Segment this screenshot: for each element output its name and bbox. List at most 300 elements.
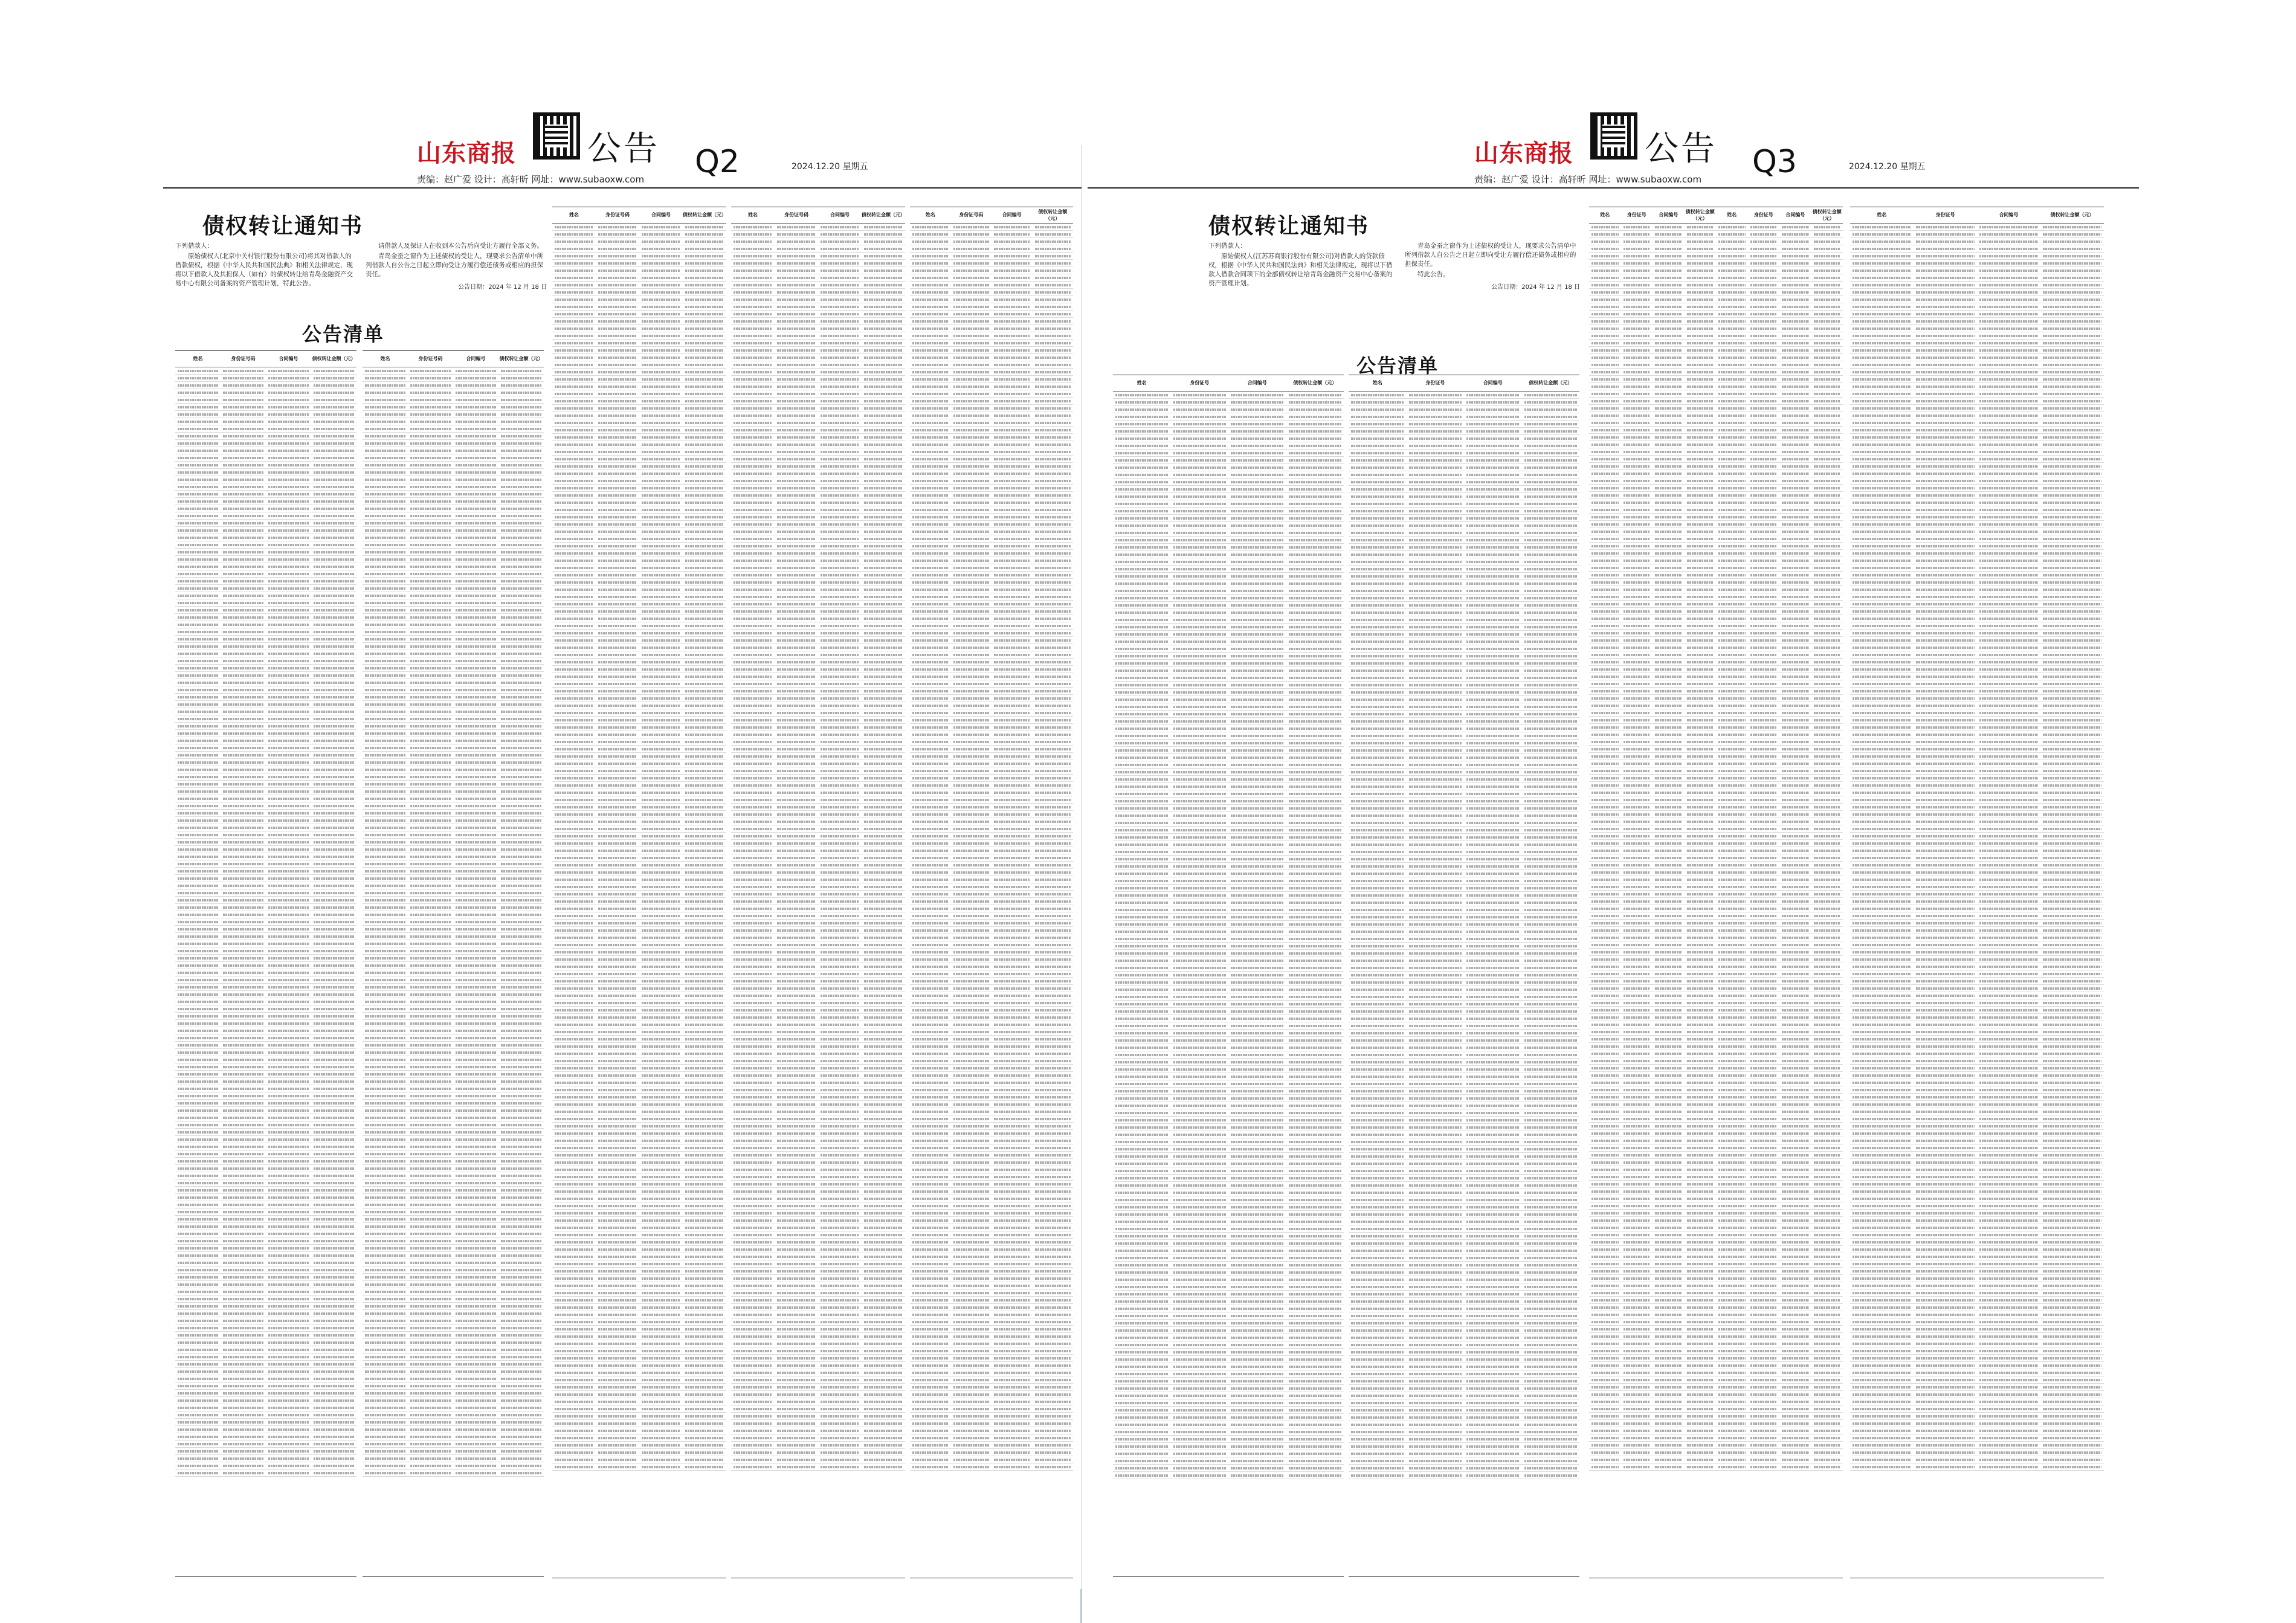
table-cell: [992, 992, 1033, 999]
table-cell: [311, 396, 356, 403]
table-cell: [498, 1128, 544, 1135]
table-cell: [175, 679, 221, 686]
table-cell: [1228, 935, 1286, 942]
table-row: [1113, 623, 1344, 630]
table-cell: [992, 353, 1033, 361]
table-row: [731, 977, 905, 984]
table-cell: [1286, 608, 1344, 616]
table-cell: [818, 1086, 862, 1093]
table-cell: [951, 1093, 992, 1100]
table-row: [552, 745, 726, 752]
table-row: [363, 1063, 544, 1070]
table-cell: [175, 548, 221, 555]
table-cell: [453, 787, 498, 795]
table-row: [175, 766, 356, 773]
table-cell: [221, 650, 266, 657]
table-row: [910, 615, 1073, 622]
table-cell: [363, 1201, 408, 1208]
table-cell: [175, 418, 221, 425]
table-column: [552, 207, 726, 1578]
table-cell: [775, 506, 818, 513]
table-cell: [992, 752, 1033, 760]
table-row: [731, 346, 905, 353]
table-cell: [862, 1137, 905, 1144]
table-row: [731, 694, 905, 702]
table-row: [910, 1035, 1073, 1042]
table-cell: [408, 1143, 453, 1150]
table-cell: [311, 925, 356, 932]
table-cell: [775, 440, 818, 448]
table-cell: [552, 760, 596, 767]
table-cell: [453, 1048, 498, 1056]
table-cell: [639, 1296, 683, 1303]
table-cell: [552, 1202, 596, 1209]
table-cell: [910, 1303, 951, 1311]
table-cell: [639, 839, 683, 847]
table-row: [1113, 877, 1344, 884]
table-row: [363, 1085, 544, 1092]
table-cell: [498, 780, 544, 787]
table-cell: [1033, 1238, 1074, 1245]
table-cell: [1286, 623, 1344, 630]
table-cell: [731, 999, 775, 1006]
table-cell: [498, 990, 544, 998]
table-cell: [175, 1382, 221, 1389]
table-cell: [775, 1050, 818, 1057]
table-cell: [552, 636, 596, 644]
table-header-cell: 姓名: [1349, 375, 1407, 391]
table-cell: [1171, 543, 1229, 550]
table-cell: [992, 1158, 1033, 1166]
table-cell: [1113, 739, 1171, 746]
table-cell: [1033, 861, 1074, 868]
table-cell: [992, 651, 1033, 658]
table-cell: [818, 1166, 862, 1173]
table-cell: [775, 919, 818, 926]
table-row: [363, 389, 544, 396]
table-cell: [498, 1433, 544, 1440]
table-cell: [453, 1251, 498, 1259]
table-cell: [552, 629, 596, 636]
table-cell: [408, 1012, 453, 1019]
table-cell: [266, 1367, 311, 1375]
table-row: [731, 1122, 905, 1129]
table-cell: [266, 932, 311, 940]
table-cell: [498, 1462, 544, 1469]
table-cell: [1033, 1042, 1074, 1050]
table-cell: [221, 700, 266, 708]
table-row: [910, 245, 1073, 252]
table-cell: [311, 555, 356, 563]
table-cell: [1228, 434, 1286, 442]
table-row: [910, 1325, 1073, 1332]
table-cell: [1228, 630, 1286, 637]
table-row: [175, 425, 356, 432]
table-row: [363, 911, 544, 918]
table-cell: [775, 687, 818, 694]
table-cell: [639, 1071, 683, 1079]
table-cell: [221, 635, 266, 642]
table-cell: [1228, 775, 1286, 782]
table-row: [552, 1238, 726, 1245]
table-cell: [311, 403, 356, 410]
table-row: [1113, 848, 1344, 855]
table-cell: [1286, 804, 1344, 812]
table-row: [731, 622, 905, 629]
notice-title: 债权转让通知书: [202, 209, 363, 240]
table-cell: [992, 1216, 1033, 1224]
table-cell: [453, 1367, 498, 1375]
table-cell: [453, 983, 498, 990]
table-row: [175, 679, 356, 686]
table-cell: [221, 1389, 266, 1396]
table-cell: [408, 534, 453, 541]
table-cell: [266, 425, 311, 432]
table-cell: [862, 1042, 905, 1050]
table-cell: [639, 477, 683, 484]
table-row: [363, 1382, 544, 1389]
table-cell: [266, 1048, 311, 1056]
table-cell: [221, 1353, 266, 1360]
table-cell: [266, 1135, 311, 1143]
table-cell: [1113, 942, 1171, 949]
table-cell: [818, 839, 862, 847]
table-cell: [266, 758, 311, 766]
table-cell: [596, 513, 639, 520]
table-row: [363, 526, 544, 534]
table-row: [175, 1454, 356, 1462]
table-cell: [1113, 899, 1171, 906]
table-cell: [175, 1396, 221, 1404]
table-cell: [552, 890, 596, 897]
table-row: [552, 535, 726, 542]
table-cell: [951, 513, 992, 520]
table-cell: [266, 1440, 311, 1447]
table-cell: [363, 1367, 408, 1375]
table-cell: [596, 629, 639, 636]
table-cell: [992, 1006, 1033, 1013]
table-cell: [818, 499, 862, 506]
table-cell: [1286, 550, 1344, 558]
table-cell: [862, 528, 905, 535]
table-cell: [992, 1318, 1033, 1325]
table-cell: [1228, 826, 1286, 833]
table-cell: [221, 1338, 266, 1346]
table-cell: [408, 1157, 453, 1164]
table-cell: [266, 838, 311, 845]
table-row: [363, 650, 544, 657]
table-cell: [639, 1209, 683, 1216]
table-cell: [453, 751, 498, 758]
table-cell: [731, 651, 775, 658]
table-cell: [639, 1108, 683, 1115]
table-cell: [266, 657, 311, 664]
table-cell: [951, 607, 992, 615]
table-cell: [552, 1028, 596, 1035]
table-cell: [1286, 565, 1344, 572]
table-cell: [639, 600, 683, 607]
table-row: [731, 571, 905, 578]
table-cell: [1228, 442, 1286, 449]
table-cell: [498, 497, 544, 505]
table-cell: [596, 702, 639, 709]
table-cell: [992, 963, 1033, 970]
table-row: [731, 832, 905, 839]
table-cell: [862, 636, 905, 644]
table-cell: [498, 1186, 544, 1193]
table-row: [731, 890, 905, 897]
table-cell: [1171, 579, 1229, 587]
page-code: Q2: [695, 144, 740, 180]
table-cell: [1228, 717, 1286, 724]
table-cell: [408, 1469, 453, 1476]
table-cell: [639, 1253, 683, 1260]
table-cell: [818, 484, 862, 491]
table-cell: [1171, 920, 1229, 928]
table-cell: [731, 941, 775, 948]
table-cell: [1033, 1079, 1074, 1086]
table-row: [363, 1295, 544, 1302]
table-cell: [683, 1398, 726, 1405]
table-row: [363, 1121, 544, 1128]
table-cell: [951, 919, 992, 926]
table-row: [175, 1418, 356, 1425]
table-cell: [552, 1195, 596, 1202]
table-cell: [639, 1042, 683, 1050]
table-header-cell: 合同编号: [453, 351, 498, 367]
table-cell: [453, 1418, 498, 1425]
table-cell: [683, 796, 726, 803]
table-cell: [1286, 928, 1344, 935]
table-cell: [1113, 964, 1171, 971]
table-cell: [596, 237, 639, 245]
table-cell: [951, 905, 992, 912]
table-cell: [639, 948, 683, 955]
table-cell: [683, 1209, 726, 1216]
table-row: [731, 1289, 905, 1296]
table-cell: [992, 694, 1033, 702]
table-cell: [951, 571, 992, 578]
table-cell: [775, 651, 818, 658]
table-cell: [408, 1048, 453, 1056]
table-cell: [1171, 710, 1229, 717]
table-cell: [683, 738, 726, 745]
table-cell: [862, 1180, 905, 1187]
table-cell: [639, 796, 683, 803]
table-cell: [1033, 687, 1074, 694]
table-row: [731, 382, 905, 390]
table-row: [363, 787, 544, 795]
table-cell: [552, 876, 596, 883]
table-row: [910, 1064, 1073, 1071]
table-row: [910, 1086, 1073, 1093]
table-cell: [731, 1318, 775, 1325]
table-cell: [552, 1013, 596, 1021]
table-cell: [1228, 420, 1286, 427]
table-cell: [683, 1267, 726, 1274]
table-cell: [266, 671, 311, 679]
table-cell: [818, 549, 862, 557]
table-cell: [951, 281, 992, 288]
table-cell: [731, 1224, 775, 1231]
table-cell: [731, 665, 775, 673]
table-cell: [731, 1071, 775, 1079]
table-row: [175, 918, 356, 925]
table-cell: [1033, 1216, 1074, 1224]
table-cell: [552, 789, 596, 796]
table-cell: [1286, 529, 1344, 536]
table-cell: [731, 1064, 775, 1071]
table-cell: [552, 274, 596, 281]
table-cell: [221, 1179, 266, 1186]
table-cell: [683, 1419, 726, 1427]
table-cell: [683, 1042, 726, 1050]
table-cell: [992, 1238, 1033, 1245]
table-cell: [175, 838, 221, 845]
table-cell: [862, 1100, 905, 1108]
table-cell: [992, 1267, 1033, 1274]
table-cell: [408, 642, 453, 650]
table-cell: [552, 1108, 596, 1115]
table-cell: [311, 1360, 356, 1367]
table-row: [552, 1093, 726, 1100]
table-row: [731, 230, 905, 237]
table-cell: [266, 1382, 311, 1389]
table-cell: [363, 802, 408, 809]
table-cell: [453, 1295, 498, 1302]
table-cell: [363, 432, 408, 439]
table-cell: [552, 1332, 596, 1340]
table-cell: [951, 832, 992, 839]
table-cell: [1033, 549, 1074, 557]
table-row: [1113, 855, 1344, 862]
table-row: [1113, 761, 1344, 768]
table-row: [910, 1419, 1073, 1427]
table-row: [363, 1135, 544, 1143]
table-cell: [552, 774, 596, 781]
table-cell: [266, 1404, 311, 1411]
table-cell: [1228, 862, 1286, 870]
table-cell: [731, 1151, 775, 1158]
table-cell: [363, 737, 408, 744]
table-cell: [639, 1100, 683, 1108]
table-row: [175, 1048, 356, 1056]
table-cell: [453, 505, 498, 512]
table-cell: [683, 382, 726, 390]
table-cell: [731, 346, 775, 353]
table-row: [910, 288, 1073, 295]
table-cell: [775, 992, 818, 999]
table-cell: [175, 1469, 221, 1476]
table-cell: [596, 1035, 639, 1042]
table-row: [363, 563, 544, 570]
table-cell: [731, 926, 775, 934]
table-cell: [818, 1441, 862, 1448]
table-cell: [775, 1267, 818, 1274]
table-row: [552, 549, 726, 557]
table-cell: [596, 1332, 639, 1340]
table-cell: [311, 715, 356, 722]
table-cell: [862, 484, 905, 491]
table-cell: [266, 1172, 311, 1179]
table-row: [910, 702, 1073, 709]
table-cell: [639, 1115, 683, 1122]
table-cell: [266, 1056, 311, 1063]
table-cell: [221, 1237, 266, 1244]
table-cell: [1171, 841, 1229, 848]
table-cell: [498, 896, 544, 903]
table-cell: [221, 1375, 266, 1382]
table-cell: [453, 1106, 498, 1114]
table-cell: [363, 693, 408, 700]
table-cell: [596, 259, 639, 266]
table-cell: [1286, 841, 1344, 848]
notice-sign: 公告日期：2024 年 12 月 18 日: [1405, 283, 1580, 292]
table-cell: [951, 411, 992, 419]
table-cell: [992, 542, 1033, 549]
table-cell: [992, 1166, 1033, 1173]
table-cell: [596, 897, 639, 905]
table-cell: [552, 1390, 596, 1398]
table-row: [552, 767, 726, 774]
table-cell: [408, 512, 453, 519]
table-cell: [311, 1215, 356, 1222]
table-row: [175, 1164, 356, 1172]
table-cell: [1113, 862, 1171, 870]
table-cell: [818, 1303, 862, 1311]
table-row: [731, 1202, 905, 1209]
table-row: [910, 890, 1073, 897]
table-cell: [731, 723, 775, 731]
table-row: [552, 1173, 726, 1180]
table-row: [731, 680, 905, 687]
table-cell: [1228, 463, 1286, 471]
table-cell: [498, 686, 544, 693]
table-row: [731, 245, 905, 252]
table-cell: [818, 375, 862, 382]
table-row: [175, 1288, 356, 1295]
table-cell: [775, 629, 818, 636]
table-row: [731, 332, 905, 339]
table-cell: [683, 1115, 726, 1122]
table-cell: [683, 818, 726, 825]
table-cell: [775, 665, 818, 673]
table-cell: [363, 570, 408, 577]
table-cell: [818, 731, 862, 738]
table-cell: [498, 1070, 544, 1077]
table-row: [552, 1231, 726, 1238]
table-cell: [498, 1056, 544, 1063]
table-cell: [266, 1027, 311, 1034]
table-cell: [818, 1137, 862, 1144]
table-cell: [552, 687, 596, 694]
table-cell: [862, 673, 905, 680]
table-cell: [683, 578, 726, 586]
table-row: [1113, 964, 1344, 971]
table-cell: [862, 847, 905, 854]
table-cell: [363, 751, 408, 758]
table-cell: [1033, 1021, 1074, 1028]
table-cell: [596, 665, 639, 673]
table-cell: [1286, 507, 1344, 514]
table-cell: [552, 295, 596, 303]
table-cell: [453, 642, 498, 650]
table-cell: [596, 491, 639, 499]
table-cell: [818, 1325, 862, 1332]
table-cell: [862, 1129, 905, 1137]
table-row: [175, 526, 356, 534]
table-cell: [1033, 1427, 1074, 1434]
